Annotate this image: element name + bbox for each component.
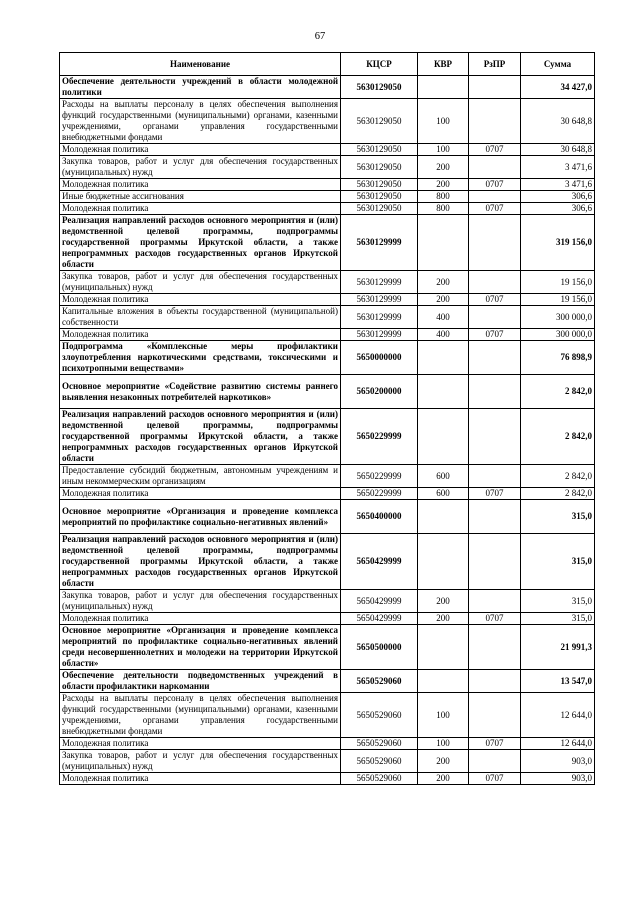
cell-kvr <box>418 375 469 409</box>
cell-sum: 2 842,0 <box>521 375 595 409</box>
cell-kvr: 200 <box>418 590 469 613</box>
cell-sum: 903,0 <box>521 750 595 773</box>
cell-name: Молодежная политика <box>60 773 341 785</box>
cell-rzpr <box>469 341 521 375</box>
cell-sum: 13 547,0 <box>521 670 595 693</box>
cell-kcsr: 5650429999 <box>341 534 418 590</box>
cell-rzpr <box>469 99 521 144</box>
cell-rzpr <box>469 76 521 99</box>
cell-kvr <box>418 341 469 375</box>
table-row <box>60 613 595 625</box>
cell-kcsr: 5630129050 <box>341 76 418 99</box>
cell-kvr <box>418 670 469 693</box>
table-row <box>60 203 595 215</box>
cell-kvr: 600 <box>418 488 469 500</box>
cell-sum: 21 991,3 <box>521 625 595 670</box>
column-header-rzpr: РзПР <box>469 53 521 76</box>
cell-kcsr: 5650000000 <box>341 341 418 375</box>
table-header-row <box>60 53 595 76</box>
cell-kcsr: 5630129999 <box>341 329 418 341</box>
cell-kvr <box>418 215 469 271</box>
cell-kvr <box>418 625 469 670</box>
table-row <box>60 738 595 750</box>
cell-rzpr <box>469 191 521 203</box>
cell-rzpr: 0707 <box>469 488 521 500</box>
cell-rzpr <box>469 375 521 409</box>
cell-name: Предоставление субсидий бюджетным, автономным учреждениям и иным некоммерческим организациям <box>60 465 341 488</box>
table-row <box>60 341 595 375</box>
table-row <box>60 179 595 191</box>
table-row <box>60 693 595 738</box>
cell-kcsr: 5650429999 <box>341 590 418 613</box>
cell-name: Закупка товаров, работ и услуг для обеспечения государственных (муниципальных) нужд <box>60 750 341 773</box>
cell-rzpr <box>469 465 521 488</box>
cell-name: Закупка товаров, работ и услуг для обеспечения государственных (муниципальных) нужд <box>60 156 341 179</box>
cell-kvr: 400 <box>418 306 469 329</box>
cell-sum: 903,0 <box>521 773 595 785</box>
cell-rzpr: 0707 <box>469 773 521 785</box>
cell-rzpr: 0707 <box>469 203 521 215</box>
cell-kvr: 200 <box>418 294 469 306</box>
table-row <box>60 156 595 179</box>
cell-sum: 76 898,9 <box>521 341 595 375</box>
cell-kvr <box>418 76 469 99</box>
cell-rzpr <box>469 500 521 534</box>
cell-name: Реализация направлений расходов основного мероприятия и (или) ведомственной целевой программы, подпрограммы государственной программы Иркутской области, а также непрограммных расходов государственных органов Иркутской области <box>60 215 341 271</box>
cell-kvr: 600 <box>418 465 469 488</box>
column-header-name: Наименование <box>60 53 341 76</box>
cell-kcsr: 5650429999 <box>341 613 418 625</box>
cell-name: Молодежная политика <box>60 488 341 500</box>
cell-kcsr: 5630129050 <box>341 99 418 144</box>
cell-kcsr: 5650529060 <box>341 773 418 785</box>
table-row <box>60 534 595 590</box>
cell-kvr: 100 <box>418 738 469 750</box>
page-number: 67 <box>314 31 326 42</box>
cell-rzpr: 0707 <box>469 144 521 156</box>
cell-name: Основное мероприятие «Организация и проведение комплекса мероприятий по профилактике социально-негативных явлений» <box>60 500 341 534</box>
cell-rzpr <box>469 409 521 465</box>
cell-rzpr <box>469 693 521 738</box>
cell-rzpr: 0707 <box>469 179 521 191</box>
cell-rzpr: 0707 <box>469 294 521 306</box>
cell-kvr: 100 <box>418 144 469 156</box>
table-row <box>60 375 595 409</box>
cell-sum: 2 842,0 <box>521 409 595 465</box>
table-row <box>60 271 595 294</box>
cell-name: Реализация направлений расходов основного мероприятия и (или) ведомственной целевой программы, подпрограммы государственной программы Иркутской области, а также непрограммных расходов государственных органов Иркутской области <box>60 409 341 465</box>
cell-kvr: 200 <box>418 156 469 179</box>
column-header-kvr: КВР <box>418 53 469 76</box>
cell-kcsr: 5630129050 <box>341 144 418 156</box>
table-row <box>60 144 595 156</box>
cell-kcsr: 5650229999 <box>341 465 418 488</box>
cell-name: Молодежная политика <box>60 613 341 625</box>
cell-kcsr: 5650529060 <box>341 738 418 750</box>
table-row <box>60 215 595 271</box>
cell-name: Закупка товаров, работ и услуг для обеспечения государственных (муниципальных) нужд <box>60 271 341 294</box>
cell-sum: 30 648,8 <box>521 99 595 144</box>
cell-kvr <box>418 500 469 534</box>
cell-kcsr: 5630129050 <box>341 179 418 191</box>
cell-name: Молодежная политика <box>60 329 341 341</box>
cell-sum: 2 842,0 <box>521 488 595 500</box>
cell-rzpr <box>469 306 521 329</box>
cell-rzpr: 0707 <box>469 329 521 341</box>
cell-kvr: 200 <box>418 773 469 785</box>
cell-sum: 306,6 <box>521 191 595 203</box>
cell-kcsr: 5650229999 <box>341 488 418 500</box>
cell-sum: 315,0 <box>521 500 595 534</box>
cell-kcsr: 5630129999 <box>341 215 418 271</box>
table-row <box>60 306 595 329</box>
cell-name: Основное мероприятие «Организация и проведение комплекса мероприятий по профилактике социально-негативных явлений среди несовершеннолетних и молодежи на территории Иркутской области» <box>60 625 341 670</box>
cell-name: Подпрограмма «Комплексные меры профилактики злоупотребления наркотическими средствами, токсическими и психотропными веществами» <box>60 341 341 375</box>
table-row <box>60 76 595 99</box>
column-header-sum: Сумма <box>521 53 595 76</box>
table-row <box>60 773 595 785</box>
table-row <box>60 191 595 203</box>
cell-kvr <box>418 409 469 465</box>
cell-rzpr <box>469 156 521 179</box>
cell-name: Обеспечение деятельности подведомственных учреждений в области профилактики наркомании <box>60 670 341 693</box>
cell-rzpr <box>469 625 521 670</box>
budget-table <box>59 52 595 785</box>
column-header-kcsr: КЦСР <box>341 53 418 76</box>
cell-kcsr: 5630129999 <box>341 294 418 306</box>
cell-sum: 19 156,0 <box>521 294 595 306</box>
cell-sum: 19 156,0 <box>521 271 595 294</box>
cell-rzpr <box>469 670 521 693</box>
cell-sum: 3 471,6 <box>521 179 595 191</box>
table-row <box>60 750 595 773</box>
cell-rzpr: 0707 <box>469 738 521 750</box>
cell-rzpr <box>469 215 521 271</box>
cell-name: Реализация направлений расходов основного мероприятия и (или) ведомственной целевой программы, подпрограммы государственной программы Иркутской области, а также непрограммных расходов государственных органов Иркутской области <box>60 534 341 590</box>
cell-kvr: 200 <box>418 750 469 773</box>
cell-sum: 2 842,0 <box>521 465 595 488</box>
table-row <box>60 488 595 500</box>
table-row <box>60 409 595 465</box>
cell-name: Расходы на выплаты персоналу в целях обеспечения выполнения функций государственными (муниципальными) органами, казенными учреждениями, органами управления государственными внебюджетными фондами <box>60 99 341 144</box>
cell-kcsr: 5650229999 <box>341 409 418 465</box>
cell-kcsr: 5630129999 <box>341 306 418 329</box>
cell-name: Иные бюджетные ассигнования <box>60 191 341 203</box>
cell-rzpr <box>469 271 521 294</box>
cell-sum: 319 156,0 <box>521 215 595 271</box>
cell-name: Основное мероприятие «Содействие развитию системы раннего выявления незаконных потребителей наркотиков» <box>60 375 341 409</box>
cell-kcsr: 5630129050 <box>341 191 418 203</box>
cell-sum: 300 000,0 <box>521 329 595 341</box>
table-row <box>60 500 595 534</box>
cell-sum: 315,0 <box>521 590 595 613</box>
cell-rzpr <box>469 750 521 773</box>
cell-sum: 34 427,0 <box>521 76 595 99</box>
cell-name: Молодежная политика <box>60 144 341 156</box>
cell-kvr: 100 <box>418 99 469 144</box>
cell-sum: 3 471,6 <box>521 156 595 179</box>
cell-name: Капитальные вложения в объекты государственной (муниципальной) собственности <box>60 306 341 329</box>
table-row <box>60 625 595 670</box>
table-row <box>60 670 595 693</box>
cell-rzpr: 0707 <box>469 613 521 625</box>
cell-kvr: 100 <box>418 693 469 738</box>
cell-kcsr: 5650529060 <box>341 670 418 693</box>
cell-kvr: 200 <box>418 613 469 625</box>
cell-kcsr: 5650529060 <box>341 750 418 773</box>
cell-name: Расходы на выплаты персоналу в целях обеспечения выполнения функций государственными (муниципальными) органами, казенными учреждениями, органами управления государственными внебюджетными фондами <box>60 693 341 738</box>
cell-rzpr <box>469 534 521 590</box>
cell-kcsr: 5650200000 <box>341 375 418 409</box>
cell-sum: 30 648,8 <box>521 144 595 156</box>
cell-rzpr <box>469 590 521 613</box>
cell-sum: 12 644,0 <box>521 738 595 750</box>
table-body <box>60 76 595 785</box>
table-row <box>60 590 595 613</box>
cell-sum: 315,0 <box>521 534 595 590</box>
cell-name: Молодежная политика <box>60 294 341 306</box>
cell-kvr <box>418 534 469 590</box>
cell-sum: 12 644,0 <box>521 693 595 738</box>
table-row <box>60 329 595 341</box>
table-row <box>60 99 595 144</box>
cell-kcsr: 5630129050 <box>341 203 418 215</box>
cell-kcsr: 5650500000 <box>341 625 418 670</box>
cell-kvr: 400 <box>418 329 469 341</box>
table-row <box>60 294 595 306</box>
cell-sum: 315,0 <box>521 613 595 625</box>
table-row <box>60 465 595 488</box>
cell-name: Молодежная политика <box>60 738 341 750</box>
cell-kcsr: 5630129999 <box>341 271 418 294</box>
cell-kvr: 800 <box>418 191 469 203</box>
cell-sum: 306,6 <box>521 203 595 215</box>
cell-kcsr: 5650400000 <box>341 500 418 534</box>
cell-name: Закупка товаров, работ и услуг для обеспечения государственных (муниципальных) нужд <box>60 590 341 613</box>
cell-name: Молодежная политика <box>60 179 341 191</box>
cell-kvr: 800 <box>418 203 469 215</box>
cell-name: Обеспечение деятельности учреждений в области молодежной политики <box>60 76 341 99</box>
cell-name: Молодежная политика <box>60 203 341 215</box>
cell-kcsr: 5650529060 <box>341 693 418 738</box>
cell-kcsr: 5630129050 <box>341 156 418 179</box>
cell-sum: 300 000,0 <box>521 306 595 329</box>
cell-kvr: 200 <box>418 271 469 294</box>
cell-kvr: 200 <box>418 179 469 191</box>
